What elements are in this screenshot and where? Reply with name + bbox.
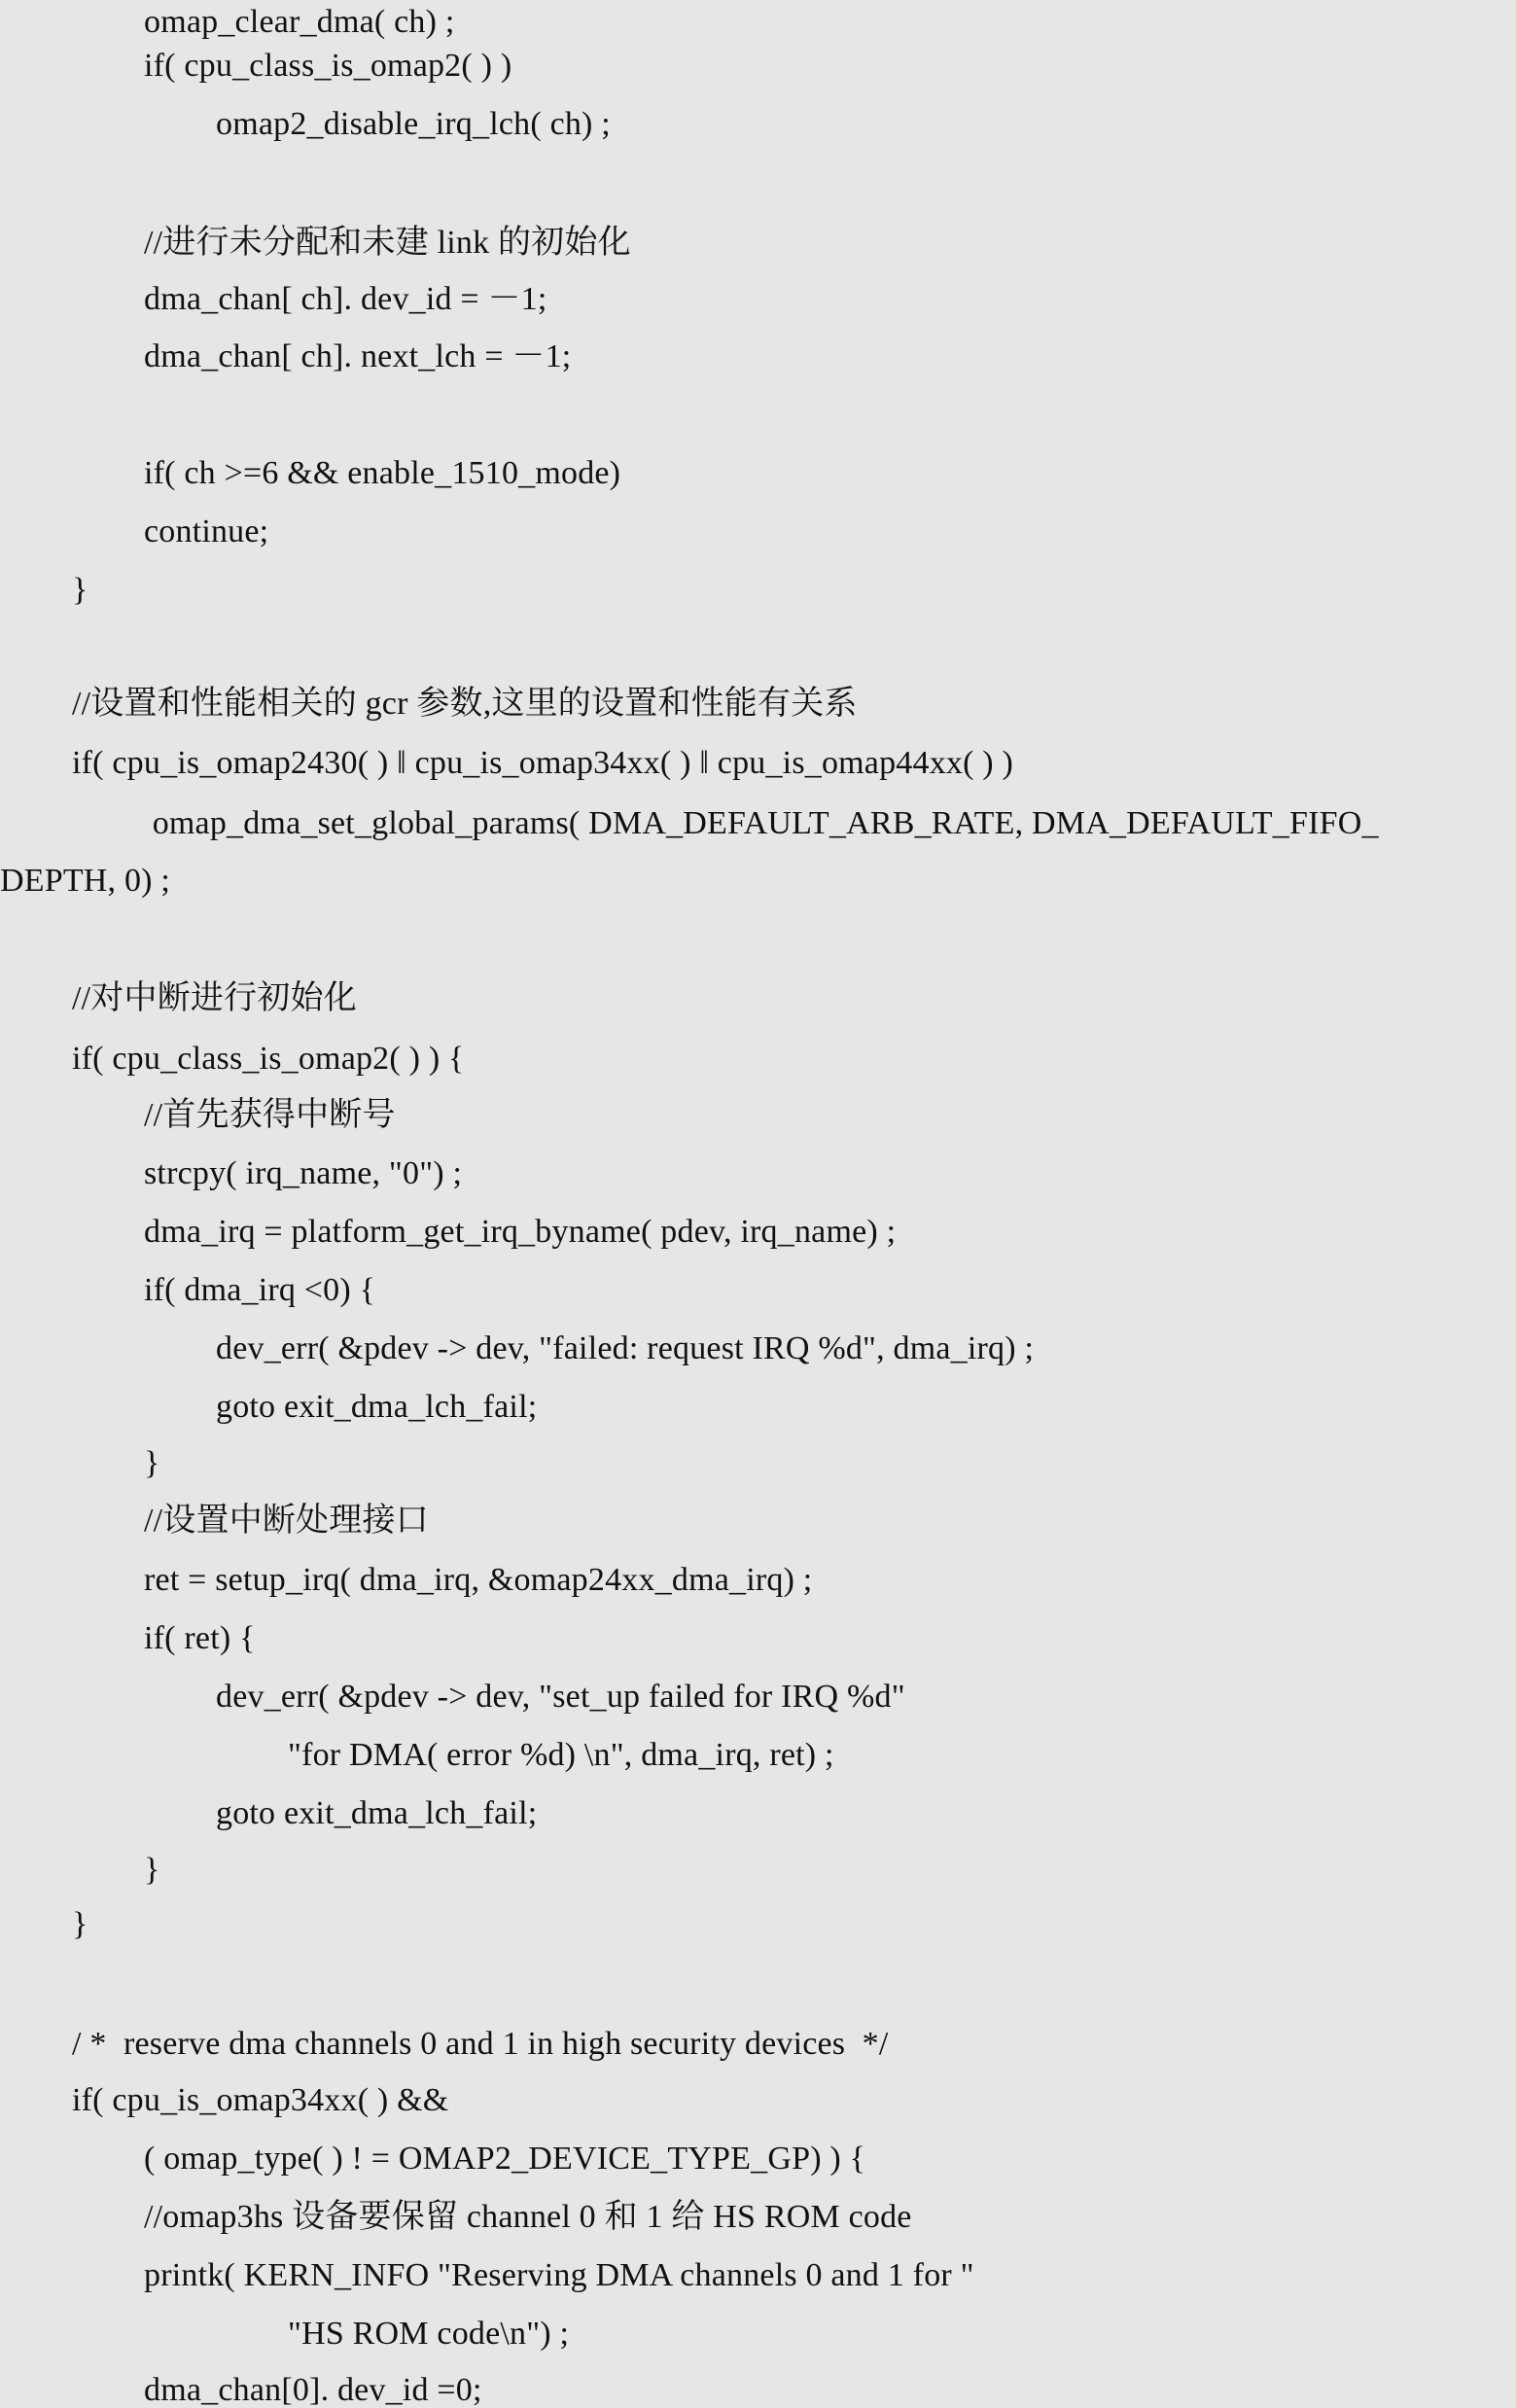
code-line: if( dma_irq <0) { [144,1272,376,1308]
code-line: ret = setup_irq( dma_irq, &omap24xx_dma_irq) ; [144,1562,813,1598]
comment-line: //设置和性能相关的 gcr 参数,这里的设置和性能有关系 [72,686,858,722]
code-line: dma_chan[ ch]. dev_id = －1; [144,281,547,317]
comment-line: / * reserve dma channels 0 and 1 in high security devices */ [72,2026,889,2062]
code-line: if( cpu_is_omap2430( ) ‖ cpu_is_omap34xx( ) ‖ cpu_is_omap44xx( ) ) [72,745,1014,781]
comment-line: //对中断进行初始化 [72,980,357,1016]
code-line: goto exit_dma_lch_fail; [216,1795,538,1831]
code-line: if( cpu_class_is_omap2( ) ) [144,48,512,84]
code-line: "for DMA( error %d) \n", dma_irq, ret) ; [288,1737,834,1773]
code-line: dma_chan[ ch]. next_lch = －1; [144,338,572,374]
code-line: if( ret) { [144,1620,256,1656]
code-line: DEPTH, 0) ; [0,863,171,899]
code-line: dma_chan[0]. dev_id =0; [144,2372,482,2408]
closing-brace: } [144,1852,160,1888]
code-line: dma_irq = platform_get_irq_byname( pdev, irq_name) ; [144,1214,897,1250]
closing-brace: } [144,1445,160,1481]
code-line: omap_dma_set_global_params( DMA_DEFAULT_ARB_RATE, DMA_DEFAULT_FIFO_ [144,805,1379,841]
code-line: if( ch >=6 && enable_1510_mode) [144,455,621,491]
code-line: goto exit_dma_lch_fail; [216,1389,538,1425]
code-line: printk( KERN_INFO "Reserving DMA channels 0 and 1 for " [144,2257,974,2293]
closing-brace: } [72,1906,88,1942]
code-line: omap2_disable_irq_lch( ch) ; [216,106,611,142]
code-line: omap_clear_dma( ch) ; [144,4,455,40]
comment-line: //omap3hs 设备要保留 channel 0 和 1 给 HS ROM code [144,2199,912,2235]
code-line: "HS ROM code\n") ; [288,2316,570,2352]
code-line: if( cpu_is_omap34xx( ) && [72,2082,449,2118]
code-line: strcpy( irq_name, "0") ; [144,1155,463,1191]
code-line: if( cpu_class_is_omap2( ) ) { [72,1041,465,1077]
code-line: dev_err( &pdev -> dev, "failed: request IRQ %d", dma_irq) ; [216,1330,1035,1366]
code-line: ( omap_type( ) ! = OMAP2_DEVICE_TYPE_GP) ) { [144,2141,866,2177]
comment-line: //设置中断处理接口 [144,1503,429,1539]
comment-line: //首先获得中断号 [144,1097,396,1133]
closing-brace: } [72,572,88,608]
comment-line: //进行未分配和未建 link 的初始化 [144,225,631,261]
code-line: continue; [144,513,269,549]
code-line: dev_err( &pdev -> dev, "set_up failed for IRQ %d" [216,1679,905,1715]
